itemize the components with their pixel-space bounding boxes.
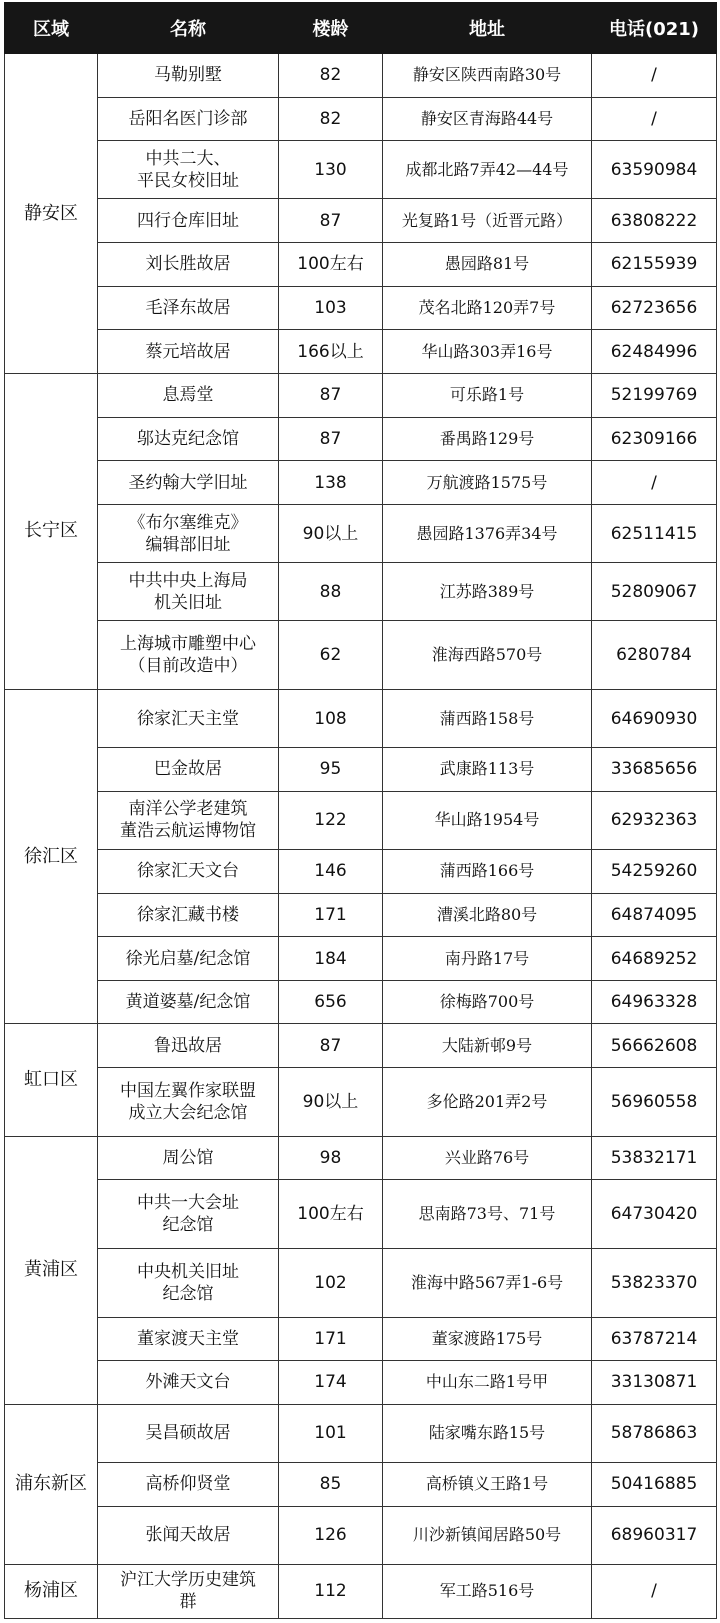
- age-cell: 87: [279, 374, 383, 418]
- header-row: [5, 3, 717, 54]
- table-row: [5, 1462, 717, 1506]
- table-row: [5, 461, 717, 505]
- age-cell: 100左右: [279, 1180, 383, 1249]
- district-cell: 黄浦区: [5, 1136, 98, 1404]
- phone-cell: 33130871: [592, 1361, 717, 1405]
- table-row: [5, 417, 717, 461]
- table-row: [5, 980, 717, 1024]
- name-cell: 张闻天故居: [98, 1506, 279, 1564]
- table-header: [5, 3, 717, 54]
- address-cell: 兴业路76号: [383, 1136, 592, 1180]
- age-cell: 90以上: [279, 1068, 383, 1137]
- address-cell: 蒲西路166号: [383, 849, 592, 893]
- header-address: 地址: [383, 3, 592, 54]
- age-cell: 102: [279, 1248, 383, 1317]
- district-cell: 静安区: [5, 54, 98, 374]
- address-cell: 华山路1954号: [383, 791, 592, 849]
- address-cell: 大陆新邨9号: [383, 1024, 592, 1068]
- phone-cell: 33685656: [592, 748, 717, 792]
- name-cell: 徐家汇天文台: [98, 849, 279, 893]
- name-cell: 吴昌硕故居: [98, 1404, 279, 1462]
- name-cell: 鲁迅故居: [98, 1024, 279, 1068]
- phone-cell: 62511415: [592, 504, 717, 562]
- address-cell: 高桥镇义王路1号: [383, 1462, 592, 1506]
- header-district: 区域: [5, 3, 98, 54]
- address-cell: 军工路516号: [383, 1564, 592, 1618]
- address-cell: 漕溪北路80号: [383, 893, 592, 937]
- table-row: [5, 330, 717, 374]
- name-cell: 徐家汇藏书楼: [98, 893, 279, 937]
- phone-cell: 52809067: [592, 563, 717, 621]
- table-row: [5, 1317, 717, 1361]
- age-cell: 184: [279, 937, 383, 981]
- name-cell: 马勒别墅: [98, 54, 279, 98]
- name-cell: 中共二大、 平民女校旧址: [98, 141, 279, 199]
- age-cell: 82: [279, 54, 383, 98]
- table-row: [5, 504, 717, 562]
- age-cell: 100左右: [279, 243, 383, 287]
- header-age: 楼龄: [279, 3, 383, 54]
- district-cell: 杨浦区: [5, 1564, 98, 1618]
- name-cell: 徐家汇天主堂: [98, 689, 279, 747]
- table-row: [5, 1136, 717, 1180]
- phone-cell: 64874095: [592, 893, 717, 937]
- name-cell: 外滩天文台: [98, 1361, 279, 1405]
- table-row: [5, 748, 717, 792]
- table-row: [5, 937, 717, 981]
- address-cell: 可乐路1号: [383, 374, 592, 418]
- name-cell: 中国左翼作家联盟 成立大会纪念馆: [98, 1068, 279, 1137]
- age-cell: 138: [279, 461, 383, 505]
- address-cell: 江苏路389号: [383, 563, 592, 621]
- table-row: [5, 199, 717, 243]
- address-cell: 川沙新镇闻居路50号: [383, 1506, 592, 1564]
- table-row: [5, 1361, 717, 1405]
- phone-cell: 63787214: [592, 1317, 717, 1361]
- phone-cell: /: [592, 54, 717, 98]
- age-cell: 656: [279, 980, 383, 1024]
- name-cell: 董家渡天主堂: [98, 1317, 279, 1361]
- address-cell: 华山路303弄16号: [383, 330, 592, 374]
- table-row: [5, 97, 717, 141]
- age-cell: 87: [279, 1024, 383, 1068]
- age-cell: 171: [279, 1317, 383, 1361]
- phone-cell: 64690930: [592, 689, 717, 747]
- phone-cell: 63590984: [592, 141, 717, 199]
- address-cell: 茂名北路120弄7号: [383, 286, 592, 330]
- address-cell: 淮海中路567弄1-6号: [383, 1248, 592, 1317]
- header-phone: 电话(021): [592, 3, 717, 54]
- table-row: [5, 1180, 717, 1249]
- district-cell: 虹口区: [5, 1024, 98, 1136]
- name-cell: 中共一大会址 纪念馆: [98, 1180, 279, 1249]
- address-cell: 万航渡路1575号: [383, 461, 592, 505]
- table-row: [5, 1068, 717, 1137]
- address-cell: 董家渡路175号: [383, 1317, 592, 1361]
- phone-cell: 64963328: [592, 980, 717, 1024]
- age-cell: 82: [279, 97, 383, 141]
- phone-cell: /: [592, 97, 717, 141]
- table-body: [5, 54, 717, 1619]
- phone-cell: /: [592, 461, 717, 505]
- name-cell: 上海城市雕塑中心 （目前改造中）: [98, 621, 279, 690]
- age-cell: 122: [279, 791, 383, 849]
- name-cell: 四行仓库旧址: [98, 199, 279, 243]
- age-cell: 85: [279, 1462, 383, 1506]
- name-cell: 刘长胜故居: [98, 243, 279, 287]
- address-cell: 成都北路7弄42—44号: [383, 141, 592, 199]
- address-cell: 思南路73号、71号: [383, 1180, 592, 1249]
- age-cell: 103: [279, 286, 383, 330]
- phone-cell: 62484996: [592, 330, 717, 374]
- table-row: [5, 689, 717, 747]
- table-row: [5, 374, 717, 418]
- address-cell: 中山东二路1号甲: [383, 1361, 592, 1405]
- phone-cell: 64689252: [592, 937, 717, 981]
- header-name: 名称: [98, 3, 279, 54]
- address-cell: 武康路113号: [383, 748, 592, 792]
- table-row: [5, 286, 717, 330]
- table-row: [5, 1024, 717, 1068]
- age-cell: 87: [279, 417, 383, 461]
- age-cell: 112: [279, 1564, 383, 1618]
- phone-cell: 64730420: [592, 1180, 717, 1249]
- table-row: [5, 1248, 717, 1317]
- name-cell: 高桥仰贤堂: [98, 1462, 279, 1506]
- district-cell: 浦东新区: [5, 1404, 98, 1564]
- table-row: [5, 1506, 717, 1564]
- name-cell: 邬达克纪念馆: [98, 417, 279, 461]
- age-cell: 174: [279, 1361, 383, 1405]
- address-cell: 番禺路129号: [383, 417, 592, 461]
- name-cell: 南洋公学老建筑 董浩云航运博物馆: [98, 791, 279, 849]
- phone-cell: 68960317: [592, 1506, 717, 1564]
- age-cell: 146: [279, 849, 383, 893]
- name-cell: 蔡元培故居: [98, 330, 279, 374]
- heritage-sites-table: [4, 2, 717, 1619]
- phone-cell: 6280784: [592, 621, 717, 690]
- phone-cell: 62309166: [592, 417, 717, 461]
- age-cell: 126: [279, 1506, 383, 1564]
- table-row: [5, 1404, 717, 1462]
- phone-cell: 53823370: [592, 1248, 717, 1317]
- phone-cell: 62723656: [592, 286, 717, 330]
- name-cell: 中央机关旧址 纪念馆: [98, 1248, 279, 1317]
- phone-cell: 62932363: [592, 791, 717, 849]
- phone-cell: 56662608: [592, 1024, 717, 1068]
- phone-cell: 63808222: [592, 199, 717, 243]
- district-cell: 徐汇区: [5, 689, 98, 1024]
- name-cell: 毛泽东故居: [98, 286, 279, 330]
- age-cell: 130: [279, 141, 383, 199]
- name-cell: 岳阳名医门诊部: [98, 97, 279, 141]
- address-cell: 多伦路201弄2号: [383, 1068, 592, 1137]
- table-row: [5, 621, 717, 690]
- name-cell: 巴金故居: [98, 748, 279, 792]
- table-row: [5, 791, 717, 849]
- age-cell: 95: [279, 748, 383, 792]
- phone-cell: 52199769: [592, 374, 717, 418]
- phone-cell: 50416885: [592, 1462, 717, 1506]
- district-cell: 长宁区: [5, 374, 98, 690]
- table-row: [5, 563, 717, 621]
- address-cell: 徐梅路700号: [383, 980, 592, 1024]
- name-cell: 《布尔塞维克》 编辑部旧址: [98, 504, 279, 562]
- name-cell: 息焉堂: [98, 374, 279, 418]
- table-row: [5, 1564, 717, 1618]
- age-cell: 171: [279, 893, 383, 937]
- address-cell: 陆家嘴东路15号: [383, 1404, 592, 1462]
- table-row: [5, 849, 717, 893]
- age-cell: 62: [279, 621, 383, 690]
- age-cell: 90以上: [279, 504, 383, 562]
- phone-cell: 56960558: [592, 1068, 717, 1137]
- age-cell: 166以上: [279, 330, 383, 374]
- name-cell: 中共中央上海局 机关旧址: [98, 563, 279, 621]
- phone-cell: 54259260: [592, 849, 717, 893]
- table-row: [5, 141, 717, 199]
- name-cell: 沪江大学历史建筑 群: [98, 1564, 279, 1618]
- address-cell: 愚园路81号: [383, 243, 592, 287]
- phone-cell: 62155939: [592, 243, 717, 287]
- phone-cell: /: [592, 1564, 717, 1618]
- address-cell: 静安区青海路44号: [383, 97, 592, 141]
- address-cell: 淮海西路570号: [383, 621, 592, 690]
- table-row: [5, 893, 717, 937]
- address-cell: 蒲西路158号: [383, 689, 592, 747]
- name-cell: 徐光启墓/纪念馆: [98, 937, 279, 981]
- table-row: [5, 243, 717, 287]
- name-cell: 圣约翰大学旧址: [98, 461, 279, 505]
- address-cell: 静安区陕西南路30号: [383, 54, 592, 98]
- name-cell: 周公馆: [98, 1136, 279, 1180]
- phone-cell: 53832171: [592, 1136, 717, 1180]
- phone-cell: 58786863: [592, 1404, 717, 1462]
- address-cell: 光复路1号（近晋元路）: [383, 199, 592, 243]
- age-cell: 98: [279, 1136, 383, 1180]
- age-cell: 87: [279, 199, 383, 243]
- age-cell: 101: [279, 1404, 383, 1462]
- address-cell: 南丹路17号: [383, 937, 592, 981]
- age-cell: 88: [279, 563, 383, 621]
- address-cell: 愚园路1376弄34号: [383, 504, 592, 562]
- age-cell: 108: [279, 689, 383, 747]
- table-row: [5, 54, 717, 98]
- name-cell: 黄道婆墓/纪念馆: [98, 980, 279, 1024]
